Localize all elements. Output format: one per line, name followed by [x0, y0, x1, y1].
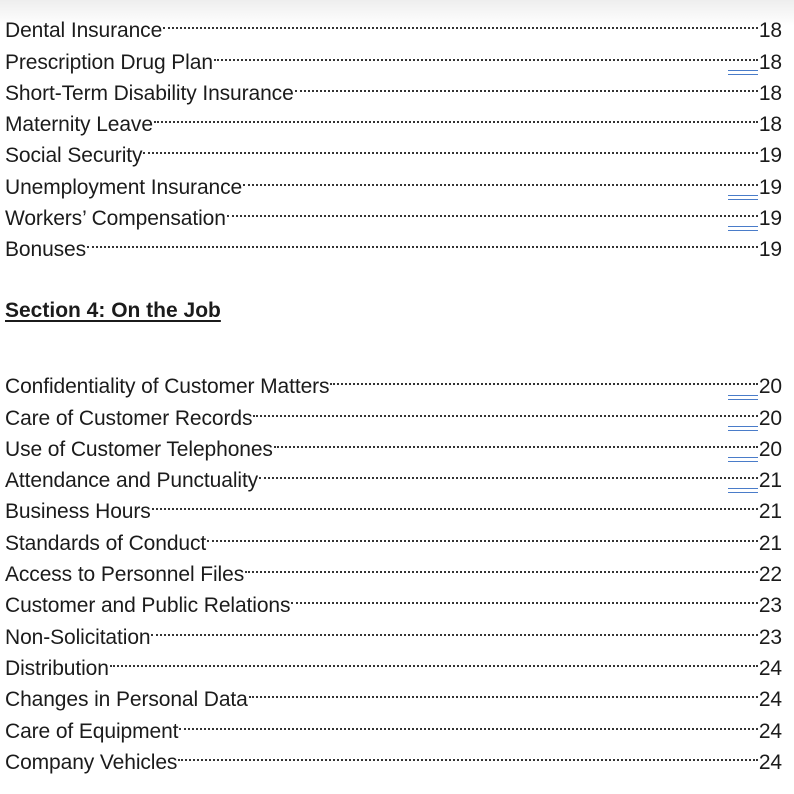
toc-entry-title: Unemployment Insurance	[5, 175, 243, 199]
toc-entry-title: Standards of Conduct	[5, 531, 207, 555]
toc-entry-title: Non-Solicitation	[5, 625, 151, 649]
toc-entry-page-number: 20	[759, 403, 782, 434]
dot-leader	[214, 37, 758, 68]
dot-leader	[291, 581, 757, 612]
toc-entry-page-number: 24	[758, 688, 782, 712]
toc-entry-title: Dental Insurance	[5, 19, 163, 43]
dot-leader	[245, 550, 758, 581]
toc-entry[interactable]	[5, 675, 782, 712]
section-heading: Section 4: On the Job	[5, 299, 221, 322]
dot-leader	[274, 425, 758, 456]
toc-list-upper	[5, 6, 782, 262]
toc-entry-page-number: 24	[758, 750, 782, 774]
toc-entry-page-number: 23	[758, 594, 782, 618]
toc-entry-page-number: 21	[759, 465, 782, 496]
toc-entry-page-number: 21	[758, 500, 782, 524]
toc-entry-title: Workers’ Compensation	[5, 207, 226, 231]
toc-entry-title: Care of Customer Records	[5, 406, 253, 430]
toc-entry-page-number: 24	[758, 719, 782, 743]
toc-entry-page-number: 19	[759, 172, 782, 203]
dot-leader	[259, 456, 758, 487]
toc-entry-page-number: 19	[759, 203, 782, 234]
toc-entry-page-number: 20	[759, 371, 782, 402]
toc-entry[interactable]	[5, 225, 782, 262]
toc-entry-title: Access to Personnel Files	[5, 563, 245, 587]
toc-entry-title: Bonuses	[5, 238, 87, 262]
dot-leader	[295, 69, 758, 100]
dot-leader	[330, 362, 757, 393]
toc-entry-title: Business Hours	[5, 500, 151, 524]
toc-entry-page-number: 21	[758, 531, 782, 555]
toc-entry-title: Social Security	[5, 144, 143, 168]
dot-leader	[87, 225, 758, 256]
toc-entry-page-number: 19	[758, 238, 782, 262]
toc-entry-title: Changes in Personal Data	[5, 688, 248, 712]
toc-entry-title: Distribution	[5, 656, 109, 680]
dot-leader	[249, 675, 758, 706]
toc-entry-title: Customer and Public Relations	[5, 594, 291, 618]
dot-leader	[227, 194, 758, 225]
toc-entry-title: Company Vehicles	[5, 750, 178, 774]
toc-entry-page-number: 18	[759, 47, 782, 78]
dot-leader	[143, 131, 757, 162]
dot-leader	[243, 162, 758, 193]
toc-entry[interactable]	[5, 6, 782, 43]
dot-leader	[151, 612, 757, 643]
dot-leader	[154, 100, 758, 131]
toc-entry-page-number: 18	[758, 19, 782, 43]
toc-entry-title: Use of Customer Telephones	[5, 437, 273, 461]
toc-entry-page-number: 18	[758, 81, 782, 105]
toc-entry-title: Maternity Leave	[5, 113, 153, 137]
toc-entry-title: Short-Term Disability Insurance	[5, 81, 294, 105]
dot-leader	[163, 6, 758, 37]
toc-entry-page-number: 19	[758, 144, 782, 168]
dot-leader	[152, 487, 758, 518]
dot-leader	[179, 706, 757, 737]
toc-entry-page-number: 20	[759, 434, 782, 465]
toc-entry-title: Attendance and Punctuality	[5, 469, 259, 493]
toc-entry-page-number: 18	[758, 113, 782, 137]
toc-entry-page-number: 24	[758, 656, 782, 680]
dot-leader	[178, 738, 758, 769]
toc-list-lower	[5, 362, 782, 774]
toc-entry-title: Prescription Drug Plan	[5, 50, 213, 74]
toc-entry-title: Care of Equipment	[5, 719, 179, 743]
toc-entry-page-number: 22	[758, 563, 782, 587]
toc-entry[interactable]	[5, 644, 782, 680]
dot-leader	[110, 644, 758, 675]
toc-entry-title: Confidentiality of Customer Matters	[5, 375, 330, 399]
toc-entry[interactable]	[5, 362, 782, 399]
dot-leader	[253, 393, 757, 424]
toc-entry-page-number: 23	[758, 625, 782, 649]
dot-leader	[207, 518, 758, 549]
